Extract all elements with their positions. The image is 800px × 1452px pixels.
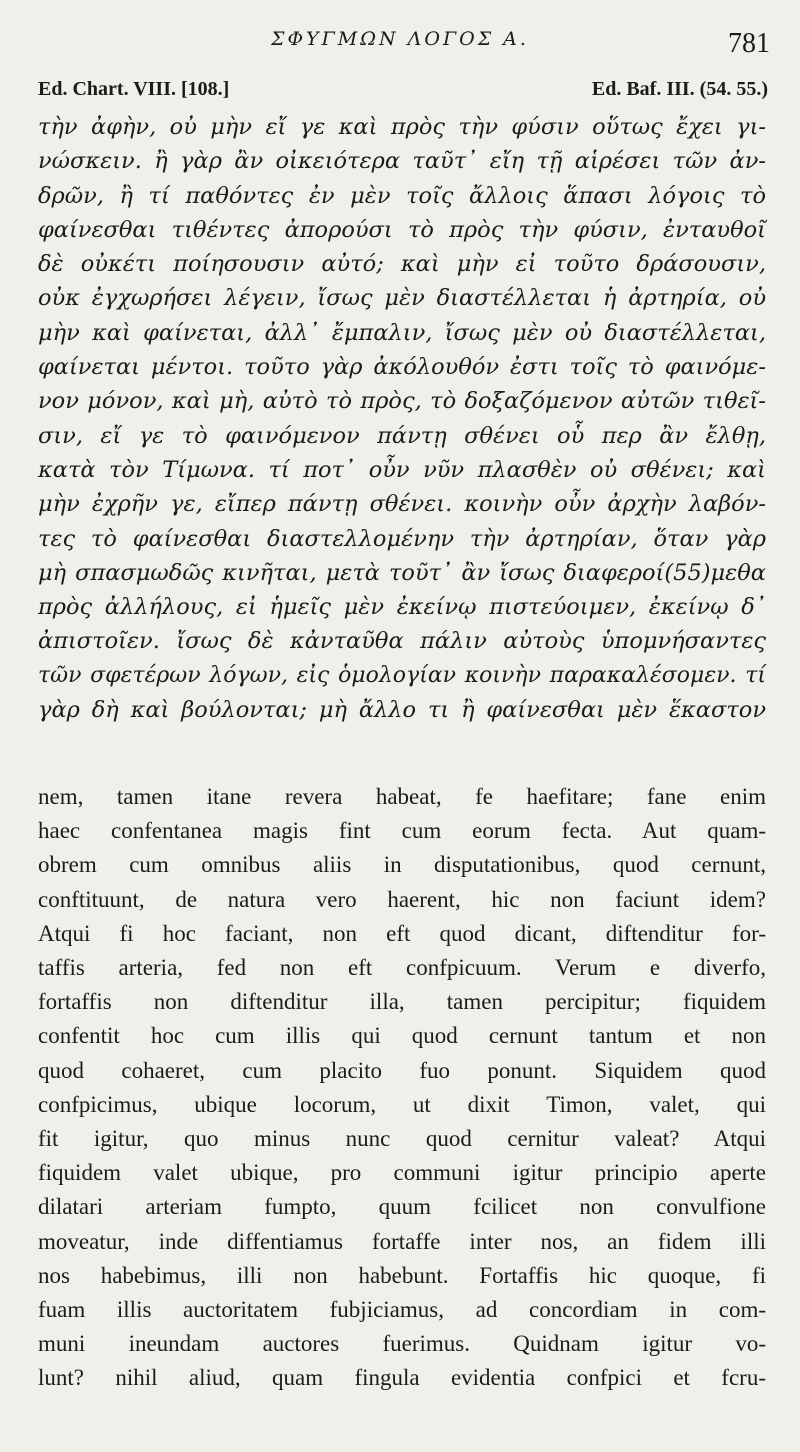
greek-text-block [38,110,766,727]
greek-line: μὴ σπασμωδῶς κινῆται, μετὰ τοῦτ᾽ ἂν ἴσως διαφεροί(55)μεθα [38,559,766,586]
latin-line: nos habebimus, illi non habebunt. Fortaffis hic quoque, fi [38,1262,766,1288]
latin-line: dilatari arteriam fumpto, quum fcilicet non convulfione [38,1194,766,1220]
latin-line: moveatur, inde diffentiamus fortaffe inter nos, an fidem illi [38,1228,766,1254]
latin-line: fuam illis auctoritatem fubjiciamus, ad concordiam in com- [38,1297,766,1323]
running-title: ΣΦΥΓΜΩΝ ΛΟΓΟΣ Α. [271,28,529,50]
latin-line: fortaffis non diftenditur illa, tamen percipitur; fiquidem [38,989,766,1015]
greek-line: τῶν σφετέρων λόγων, εἰς ὁμολογίαν κοινὴν παρακαλέσομεν. τί [38,662,766,688]
latin-line: Atqui fi hoc faciant, non eft quod dicant, diftenditur for- [38,920,766,946]
edition-reference-right: Ed. Baf. III. (54. 55.) [591,78,768,100]
greek-line: φαίνεται μέντοι. τοῦτο γὰρ ἀκόλουθόν ἐστι τοῖς τὸ φαινόμε- [38,354,766,381]
greek-line: μὴν καὶ φαίνεται, ἀλλ᾽ ἔμπαλιν, ἴσως μὲν οὐ διαστέλλεται, [38,319,766,346]
greek-line: πρὸς ἀλλήλους, εἰ ἡμεῖς μὲν ἐκείνῳ πιστεύοιμεν, ἐκείνῳ δ᾽ [38,594,766,621]
greek-line: τες τὸ φαίνεσθαι διαστελλομένην τὴν ἀρτηρίαν, ὅταν γὰρ [38,525,766,552]
greek-line: τὴν ἀφὴν, οὐ μὴν εἴ γε καὶ πρὸς τὴν φύσιν οὕτως ἔχει γι- [38,114,766,140]
latin-line: muni ineundam auctores fuerimus. Quidnam igitur vo- [38,1331,766,1357]
latin-line: taffis arteria, fed non eft confpicuum. Verum e diverfo, [38,955,766,981]
greek-line: δρῶν, ἢ τί παθόντες ἐν μὲν τοῖς ἄλλοις ἅπασι λόγοις τὸ [38,182,766,209]
latin-line: quod cohaeret, cum placito fuo ponunt. Siquidem quod [38,1057,766,1083]
latin-line: conftituunt, de natura vero haerent, hic non faciunt idem? [38,886,766,912]
latin-line: fit igitur, quo minus nunc quod cernitur valeat? Atqui [38,1126,766,1152]
page-number: 781 [728,28,770,59]
edition-reference-left: Ed. Chart. VIII. [108.] [38,78,230,100]
greek-line: νώσκειν. ἢ γὰρ ἂν οἰκειότερα ταῦτ᾽ εἴη τῇ αἱρέσει τῶν ἀν- [38,148,766,175]
greek-line: κατὰ τὸν Τίμωνα. τί ποτ᾽ οὖν νῦν πλασθὲν οὐ σθένει; καὶ [38,456,766,483]
latin-line: haec confentanea magis fint cum eorum fecta. Aut quam- [38,818,766,844]
latin-line: lunt? nihil aliud, quam fingula evidentia confpici et fcru- [38,1365,766,1391]
greek-line: δὲ οὐκέτι ποίησουσιν αὐτό; καὶ μὴν εἰ τοῦτο δράσουσιν, [38,251,766,278]
latin-line: confpicimus, ubique locorum, ut dixit Timon, valet, qui [38,1091,766,1117]
greek-line: γὰρ δὴ καὶ βούλονται; μὴ ἄλλο τι ἢ φαίνεσθαι μὲν ἕκαστον [38,697,766,724]
greek-line: οὐκ ἐγχωρήσει λέγειν, ἴσως μὲν διαστέλλεται ἡ ἀρτηρία, οὐ [38,285,766,312]
greek-line: φαίνεσθαι τιθέντες ἀπορούσι τὸ πρὸς τὴν φύσιν, ἐνταυθοῖ [38,216,766,243]
latin-text-block [38,780,766,1396]
latin-line: fiquidem valet ubique, pro communi igitur principio aperte [38,1160,766,1186]
greek-line: νον μόνον, καὶ μὴ, αὐτὸ τὸ πρὸς, τὸ δοξαζόμενον αὐτῶν τιθεῖ- [38,388,766,415]
greek-line: ἀπιστοῖεν. ἴσως δὲ κἀνταῦθα πάλιν αὐτοὺς ὑπομνήσαντες [38,628,766,655]
latin-line: nem, tamen itane revera habeat, fe haefitare; fane enim [38,784,766,809]
greek-line: σιν, εἴ γε τὸ φαινόμενον πάντῃ σθένει οὗ περ ἂν ἔλθῃ, [38,422,766,449]
latin-line: confentit hoc cum illis qui quod cernunt tantum et non [38,1023,766,1049]
greek-line: μὴν ἐχρῆν γε, εἴπερ πάντῃ σθένει. κοινὴν οὖν ἀρχὴν λαβόν- [38,491,766,518]
latin-line: obrem cum omnibus aliis in disputationibus, quod cernunt, [38,852,766,878]
